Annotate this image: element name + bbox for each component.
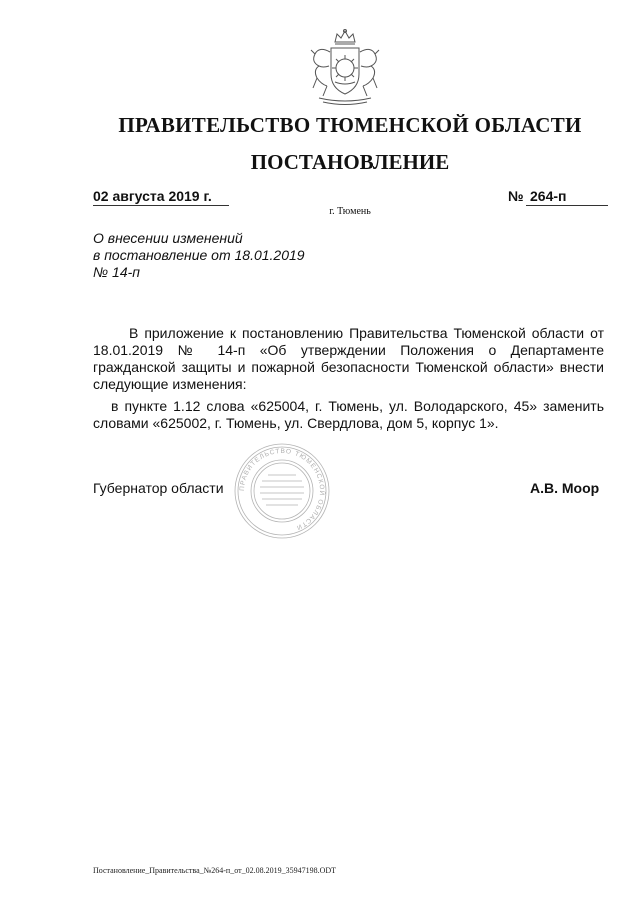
subject-line: О внесении изменений: [93, 230, 243, 246]
document-number: 264-п: [526, 188, 608, 206]
official-seal-icon: [232, 441, 332, 541]
svg-text:ПРАВИТЕЛЬСТВО ТЮМЕНСКОЙ ОБЛАСТ: ПРАВИТЕЛЬСТВО ТЮМЕНСКОЙ ОБЛАСТИ: [238, 447, 326, 532]
signatory-position: Губернатор области: [93, 480, 224, 496]
subject-line: № 14-п: [93, 264, 140, 280]
subject-line: в постановление от 18.01.2019: [93, 247, 305, 263]
government-title: ПРАВИТЕЛЬСТВО ТЮМЕНСКОЙ ОБЛАСТИ: [118, 113, 582, 137]
coat-of-arms-icon: [301, 28, 389, 108]
document-type: ПОСТАНОВЛЕНИЕ: [250, 150, 450, 174]
body-paragraph-1: В приложение к постановлению Правительства Тюменской области от 18.01.2019 № 14-п «Об утверждении Положения о Департаменте гражданской защиты и пожарной безопасности Тюменской области» внести следующие изменения:: [93, 325, 604, 392]
document-city: г. Тюмень: [329, 206, 371, 217]
body-paragraph-2: в пункте 1.12 слова «625004, г. Тюмень, ул. Володарского, 45» заменить словами «625002, г. Тюмень, ул. Свердлова, дом 5, корпус 1».: [93, 398, 604, 431]
footer-filename: Постановление_Правительства_№264-п_от_02.08.2019_35947198.ODT: [93, 866, 337, 875]
document-subject: [93, 230, 373, 281]
document-date: 02 августа 2019 г.: [93, 188, 229, 206]
number-sign: №: [508, 188, 524, 204]
signatory-name: А.В. Моор: [530, 480, 600, 496]
